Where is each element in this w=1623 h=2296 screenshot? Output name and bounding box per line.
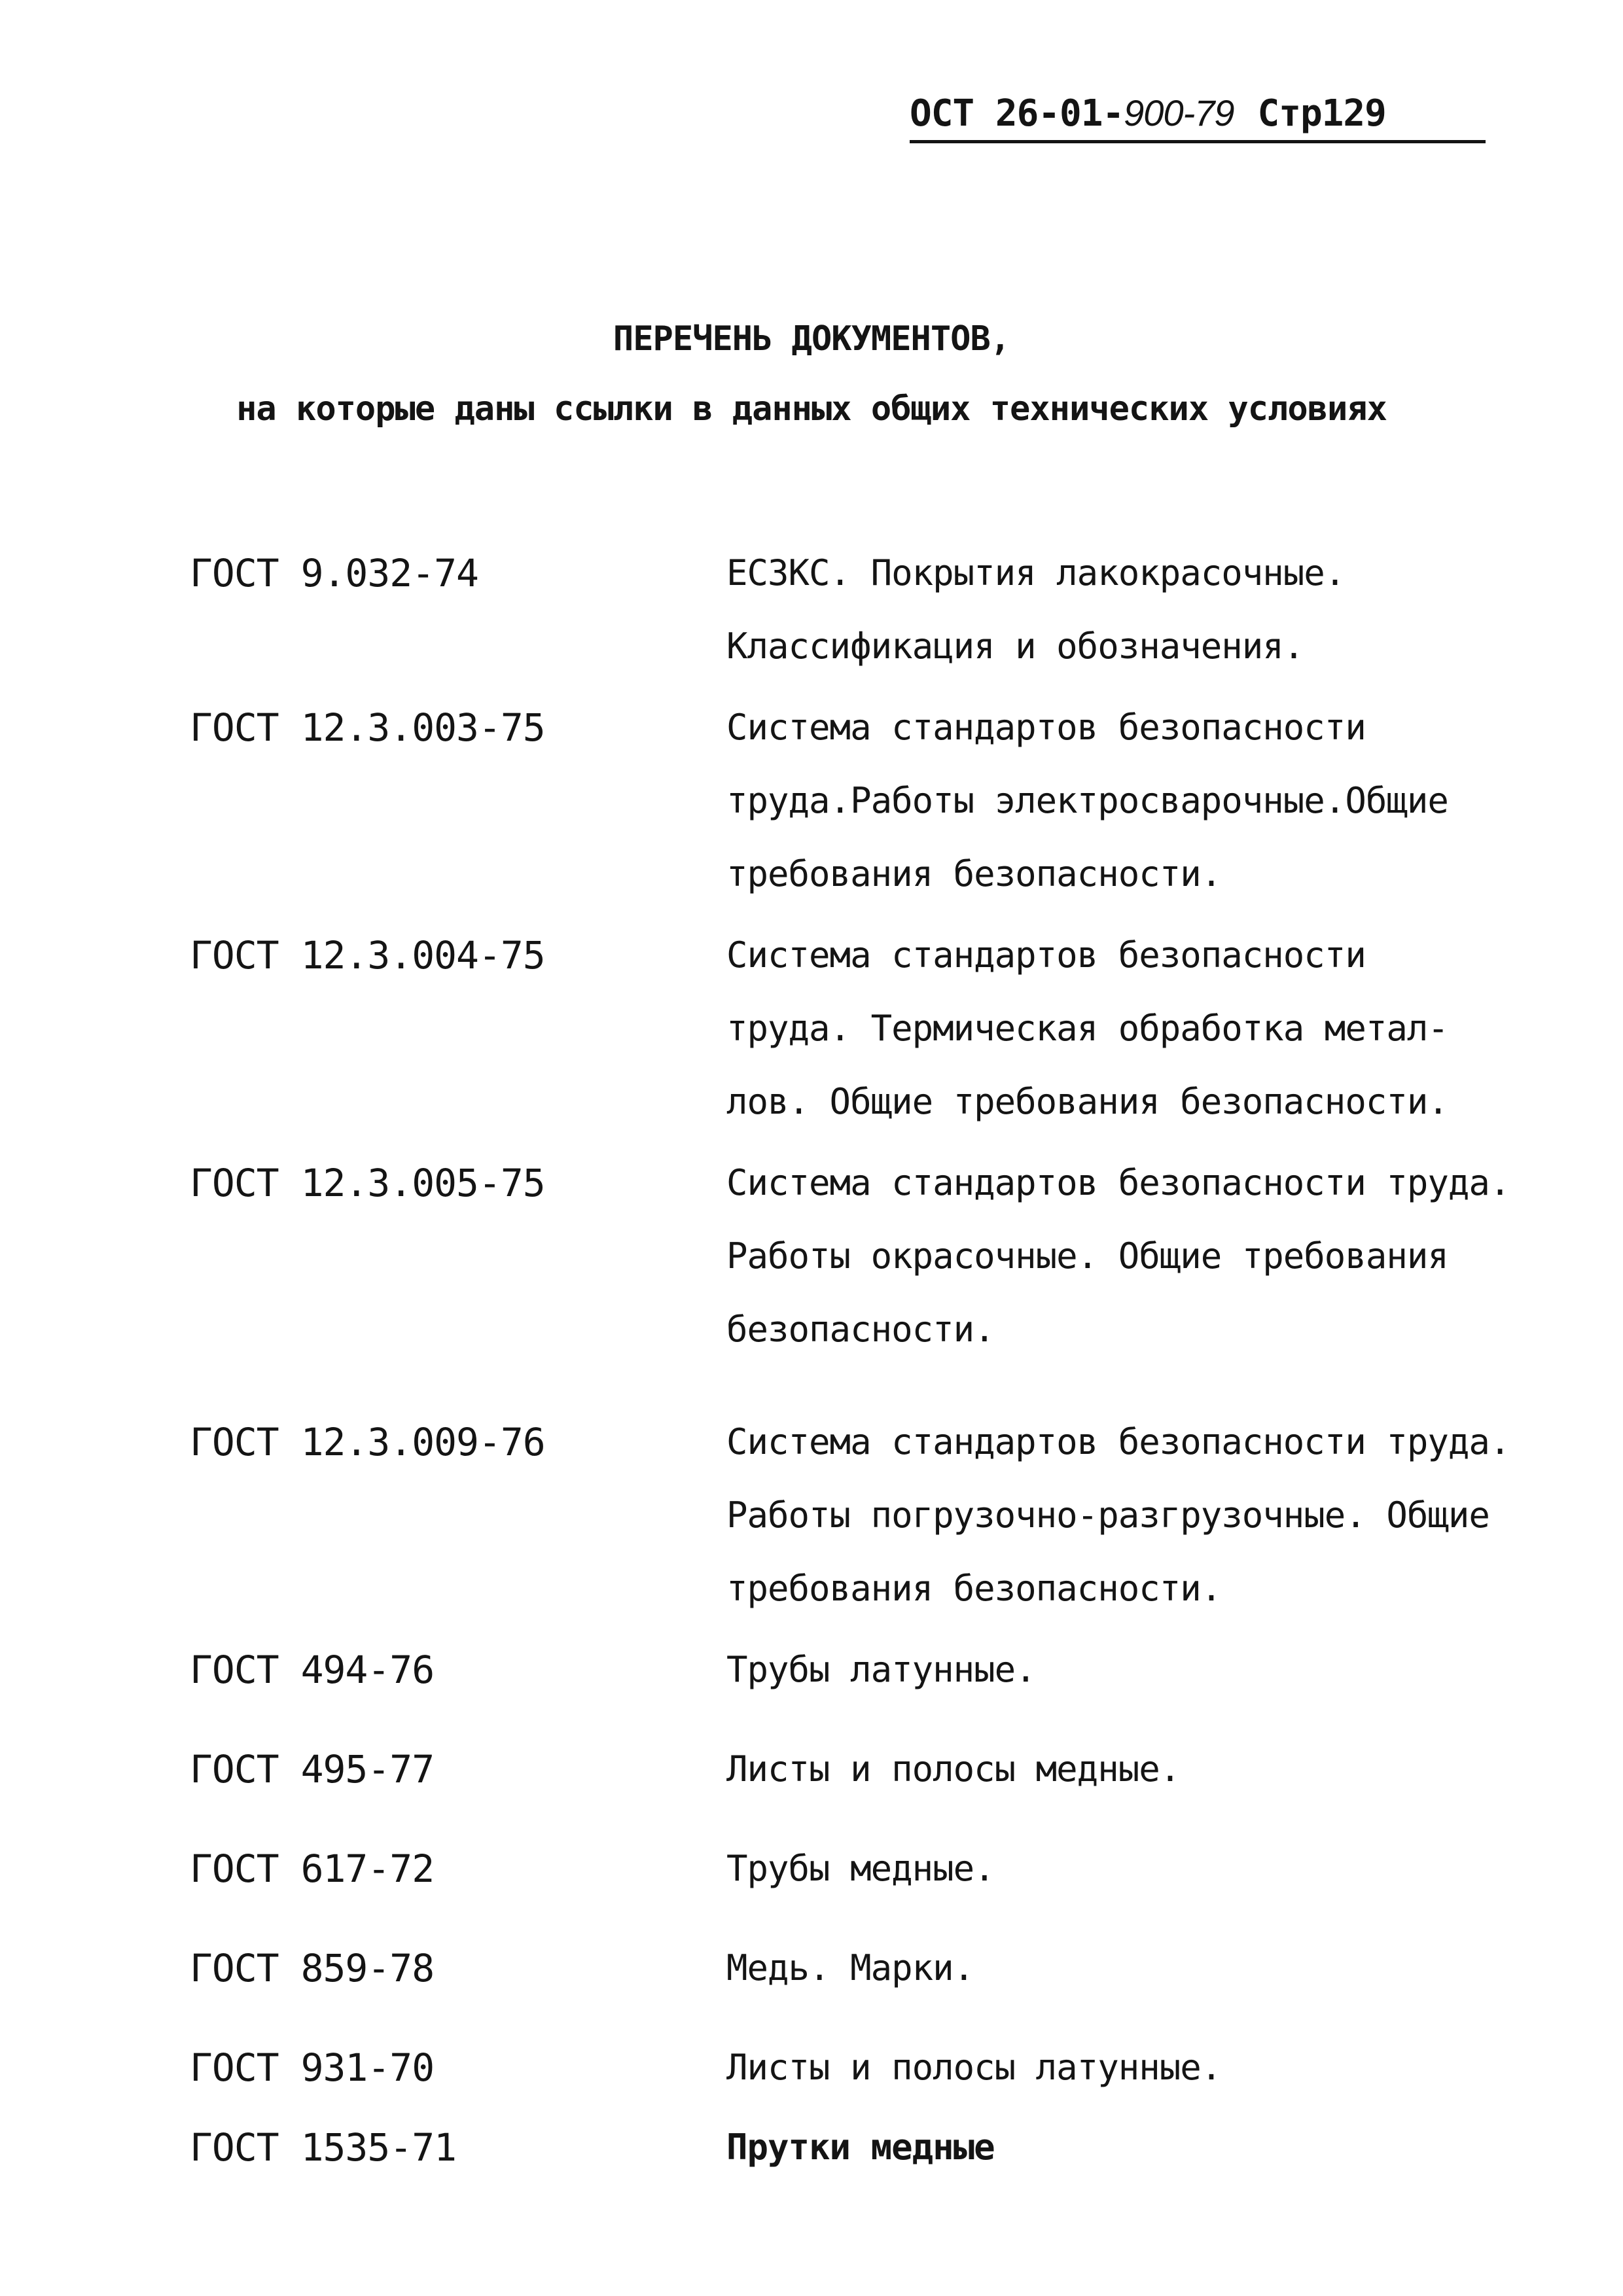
reference-title bbox=[726, 691, 1564, 911]
reference-code: ГОСТ 859-78 bbox=[190, 1946, 435, 1990]
reference-title bbox=[726, 919, 1564, 1139]
page-number: Стр129 bbox=[1257, 92, 1386, 135]
header-underline bbox=[910, 140, 1486, 143]
reference-code: ГОСТ 1535-71 bbox=[190, 2125, 457, 2170]
reference-title-line: Листы и полосы латунные. bbox=[726, 2047, 1222, 2088]
reference-entry bbox=[190, 691, 1564, 911]
reference-title-line: Система стандартов безопасности труда. bbox=[726, 1421, 1510, 1462]
reference-title bbox=[726, 1146, 1564, 1366]
reference-title bbox=[726, 1633, 1564, 1706]
reference-title-line: Медь. Марки. bbox=[726, 1947, 974, 1988]
reference-title-line: Классификация и обозначения. bbox=[726, 626, 1304, 667]
reference-title-line: Система стандартов безопасности bbox=[726, 934, 1366, 976]
reference-entry bbox=[190, 1405, 1564, 1625]
reference-title-line: Работы погрузочно-разгрузочные. Общие bbox=[726, 1494, 1489, 1536]
reference-title-line: требования безопасности. bbox=[726, 1568, 1222, 1609]
reference-title-line: Система стандартов безопасности труда. bbox=[726, 1162, 1510, 1203]
reference-entry bbox=[190, 1832, 1564, 1905]
page-header bbox=[910, 92, 1486, 144]
reference-list bbox=[190, 537, 1564, 2184]
reference-code: ГОСТ 494-76 bbox=[190, 1648, 435, 1692]
reference-title-line: труда.Работы электросварочные.Общие bbox=[726, 780, 1448, 821]
reference-entry bbox=[190, 1146, 1564, 1366]
reference-code: ГОСТ 495-77 bbox=[190, 1747, 435, 1792]
reference-entry bbox=[190, 537, 1564, 683]
reference-title-line: Трубы медные. bbox=[726, 1848, 995, 1889]
reference-title-line: Система стандартов безопасности bbox=[726, 707, 1366, 748]
reference-entry bbox=[190, 919, 1564, 1139]
reference-entry bbox=[190, 2111, 1564, 2184]
reference-title-line: Работы окрасочные. Общие требования bbox=[726, 1235, 1448, 1277]
reference-code: ГОСТ 12.3.005-75 bbox=[190, 1161, 545, 1205]
reference-code: ГОСТ 12.3.009-76 bbox=[190, 1420, 545, 1464]
reference-title-line: требования безопасности. bbox=[726, 853, 1222, 894]
reference-title-line: Трубы латунные. bbox=[726, 1649, 1036, 1690]
reference-title bbox=[726, 2111, 1564, 2184]
reference-entry bbox=[190, 1633, 1564, 1706]
reference-title-line: ЕСЗКС. Покрытия лакокрасочные. bbox=[726, 552, 1346, 593]
reference-entry bbox=[190, 2031, 1564, 2104]
reference-entry bbox=[190, 1932, 1564, 2005]
list-title: ПЕРЕЧЕНЬ ДОКУМЕНТОВ, bbox=[613, 319, 1010, 359]
reference-code: ГОСТ 12.3.003-75 bbox=[190, 705, 545, 750]
list-subtitle: на которые даны ссылки в данных общих технических условиях bbox=[236, 389, 1387, 429]
reference-title-line: труда. Термическая обработка метал- bbox=[726, 1008, 1448, 1049]
reference-title-line: безопасности. bbox=[726, 1309, 995, 1350]
reference-code: ГОСТ 617-72 bbox=[190, 1846, 435, 1891]
reference-title-line: Листы и полосы медные. bbox=[726, 1748, 1181, 1790]
reference-title bbox=[726, 537, 1564, 683]
reference-title bbox=[726, 1405, 1564, 1625]
reference-code: ГОСТ 931-70 bbox=[190, 2045, 435, 2090]
standard-number: 900-79 bbox=[1124, 92, 1234, 133]
reference-entry bbox=[190, 1733, 1564, 1806]
reference-code: ГОСТ 12.3.004-75 bbox=[190, 933, 545, 978]
reference-title bbox=[726, 1932, 1564, 2005]
reference-title-line: лов. Общие требования безопасности. bbox=[726, 1081, 1448, 1122]
standard-code: ОСТ 26-01- bbox=[910, 92, 1124, 135]
reference-title bbox=[726, 2031, 1564, 2104]
reference-title bbox=[726, 1733, 1564, 1806]
reference-code: ГОСТ 9.032-74 bbox=[190, 551, 478, 595]
reference-title bbox=[726, 1832, 1564, 1905]
reference-title-line: Прутки медные bbox=[726, 2127, 995, 2168]
